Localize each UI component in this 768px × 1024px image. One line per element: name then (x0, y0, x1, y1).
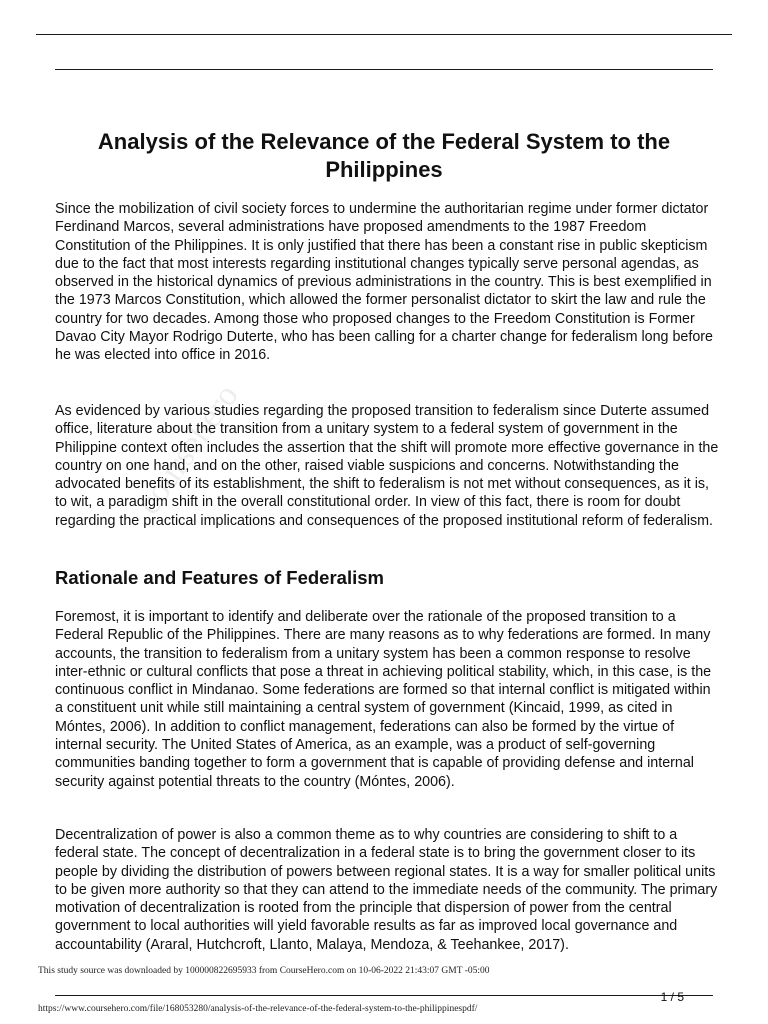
paragraph-4: Decentralization of power is also a common theme as to why countries are considering to shift to a federal state. The concept of decentralization in a federal state is to bring the government closer to its people by dividing the distribution of powers between regional states. It is a way for smaller political units to be given more authority so that they can attend to the immediate needs of the community. The primary motivation of decentralization is rooted from the principle that dispersion of power from the central government to local authorities will yield favorable results as far as improved local governance and accountability (Araral, Hutchcroft, Llanto, Malaya, Mendoza, & Teehankee, 2017). (55, 827, 718, 953)
header-rule (55, 69, 713, 70)
paragraph-3: Foremost, it is important to identify and deliberate over the rationale of the proposed transition to a Federal Republic of the Philippines. There are many reasons as to why federations are formed. In many accounts, the transition to federalism from a unitary system has been a common response to resolve inter-ethnic or cultural conflicts that pose a threat in achieving political stability, which, in this case, is the continuous conflict in Mindanao. Some federations are formed so that internal conflict is mitigated within a constituent unit while still maintaining a central system of government (Kincaid, 1999, as cited in Móntes, 2006). In addition to conflict management, federations can also be formed by the virtue of internal security. The United States of America, as an example, was a product of self-governing communities banding together to form a government that is capable of providing defense and internal security against potential threats to the country (Móntes, 2006). (55, 609, 712, 790)
footer-rule (55, 995, 713, 996)
section-heading: Rationale and Features of Federalism (55, 567, 384, 588)
document-title: Analysis of the Relevance of the Federal System to the Philippines (97, 129, 671, 182)
page-indicator: 1 / 5 (660, 990, 684, 1004)
page-url[interactable]: https://www.coursehero.com/file/168053280/analysis-of-the-relevance-of-the-federal-system-to-the-philippinespdf/ (38, 1004, 478, 1014)
paragraph-2: As evidenced by various studies regarding the proposed transition to federalism since Duterte assumed office, literature about the transition from a unitary system to a federal system of government in the Philippine context often includes the assertion that the shift will promote more effective governance in the country on one hand, and on the other, raised viable suspicions and concerns. Notwithstanding the advocated benefits of its establishment, the shift to federalism is not met without consequences, as it is, to wit, a paradigm shift in the overall constitutional order. In view of this fact, there is room for doubt regarding the practical implications and consequences of the proposed institutional reform of federalism. (55, 403, 719, 529)
top-rule (36, 34, 732, 35)
watermark-text: coursehero (130, 377, 246, 522)
paragraph-1: Since the mobilization of civil society forces to undermine the authoritarian regime under former dictator Ferdinand Marcos, several administrations have proposed amendments to the 1987 Freedom Constitution of the Philippines. It is only justified that there has been a constant rise in public skepticism due to the fact that most interests regarding institutional changes typically serve personal agendas, as observed in the historical dynamics of previous administrations in the country. This is best exemplified in the 1973 Marcos Constitution, which allowed the former personalist dictator to skirt the law and rule the country for two decades. Among those who proposed changes to the Freedom Constitution is Former Davao City Mayor Rodrigo Duterte, who has been calling for a charter change for federalism long before he was elected into office in 2016. (55, 201, 713, 364)
download-source-note: This study source was downloaded by 100000822695933 from CourseHero.com on 10-06-2022 21:43:07 GMT -05:00 (38, 966, 494, 976)
